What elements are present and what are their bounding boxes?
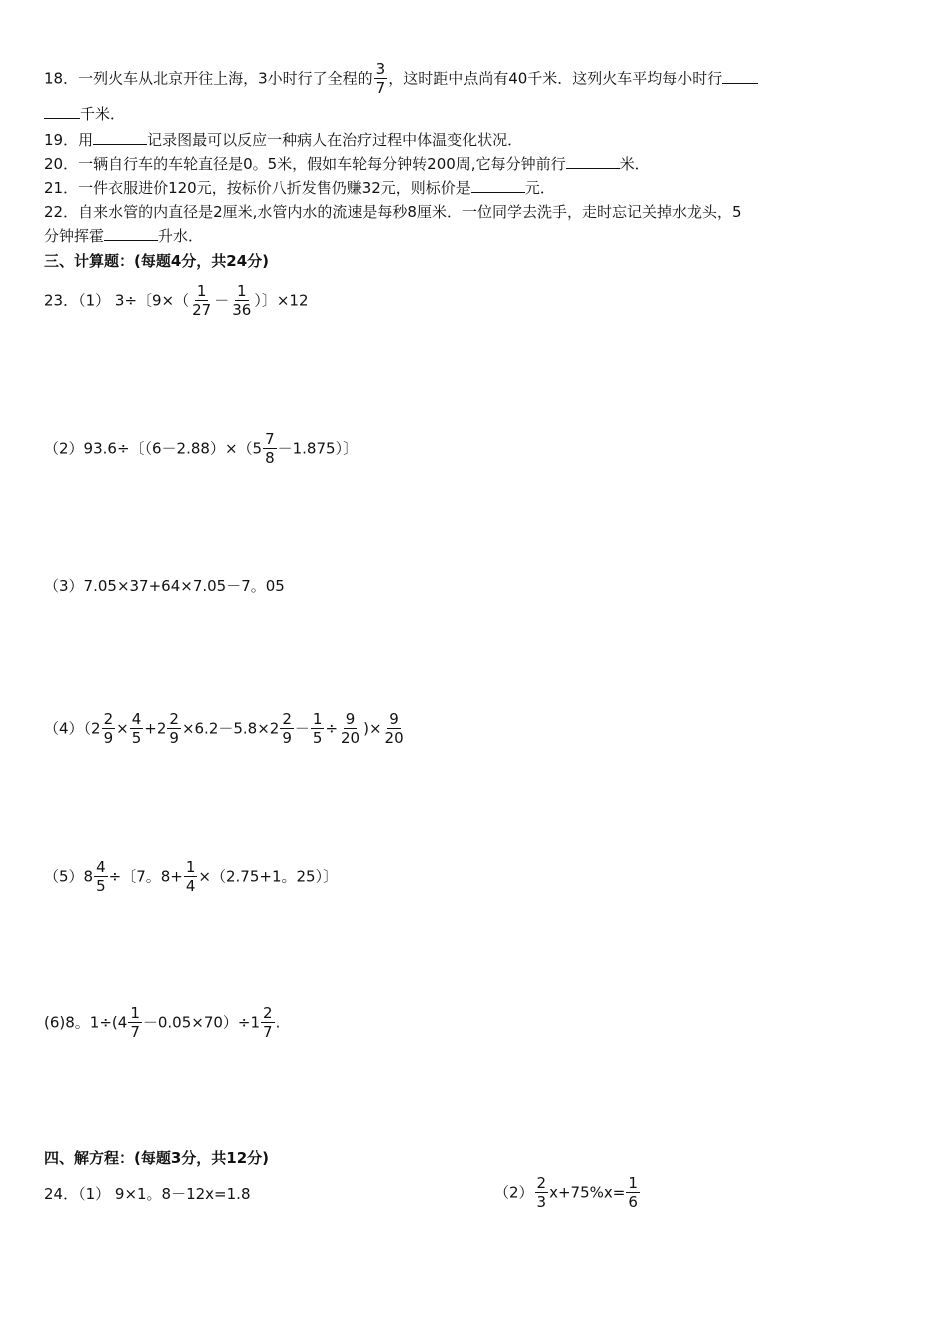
q18-text-a: 18．一列火车从北京开往上海，3小时行了全程的 (44, 69, 373, 88)
q23p4-frac-1 (102, 712, 116, 746)
q23p5-text-a: （5）8 (44, 867, 94, 886)
q23p5-frac1-num: 4 (96, 858, 106, 876)
q23p6-text-a: (6)8。1÷(4 (44, 1013, 128, 1032)
q23p6-frac-2 (261, 1006, 275, 1040)
q23p1-frac-2 (230, 284, 253, 318)
q23p4-frac-6 (339, 712, 362, 746)
q23p1-frac2-num: 1 (237, 282, 247, 300)
q20-text-b: 米． (619, 155, 650, 173)
q22-answer-blank[interactable] (104, 226, 158, 241)
q23-part5 (44, 860, 338, 894)
q23p6-frac1-den: 7 (130, 1023, 140, 1041)
q23-part1 (44, 284, 308, 318)
q18-frac-num: 3 (375, 60, 386, 78)
q23p1-text-b: ）〕×12 (254, 291, 309, 310)
q23p6-frac2-den: 7 (263, 1023, 273, 1041)
q22-text-b: 分钟挥霍 (44, 227, 105, 245)
q23p5-frac-1 (94, 860, 108, 894)
q23p2-frac-den: 8 (265, 449, 275, 467)
q18-text-b: ，这时距中点尚有40千米．这列火车平均每小时行 (388, 69, 723, 88)
question-20 (44, 154, 650, 174)
q24-part1: 24．（1） 9×1。8－12x=1.8 (44, 1185, 251, 1203)
q23p2-frac-num: 7 (265, 430, 275, 448)
q24p2-frac-2 (626, 1176, 640, 1210)
q20-answer-blank[interactable] (566, 154, 620, 169)
q18-text-c: 千米． (80, 105, 126, 123)
q23-part6 (44, 1006, 280, 1040)
section-4-title: 四、解方程：(每题3分，共12分) (44, 1149, 270, 1167)
q23p4-frac-7 (383, 712, 406, 746)
q24p2-frac2-den: 6 (628, 1193, 638, 1211)
q23p2-frac (263, 432, 277, 466)
section-3-title: 三、计算题：(每题4分，共24分) (44, 252, 270, 270)
q23p6-text-b: －0.05×70）÷1 (142, 1013, 261, 1032)
q23p5-frac1-den: 5 (96, 877, 106, 895)
q23p4-frac1-den: 9 (103, 729, 114, 747)
q23p1-minus: － (214, 291, 230, 310)
q23p4-text-e: － (294, 719, 310, 738)
q23-part3: （3）7.05×37+64×7.05－7。05 (44, 577, 285, 595)
q23p5-text-b: ÷〔7。8+ (108, 867, 183, 886)
question-21 (44, 178, 555, 198)
q23p4-frac-2 (130, 712, 144, 746)
q23p5-text-c: ×（2.75+1。25）〕 (198, 867, 339, 886)
q24p2-frac-1 (535, 1176, 549, 1210)
q18-answer-blank-1[interactable] (722, 69, 758, 84)
q23p6-frac2-num: 2 (263, 1004, 273, 1022)
q23p4-frac6-num: 9 (345, 710, 356, 728)
q24p2-frac1-den: 3 (536, 1193, 547, 1211)
q23p2-text-a: （2）93.6÷〔（6－2.88）×（5 (44, 439, 263, 458)
question-19 (44, 130, 522, 150)
q23p4-text-c: +2 (144, 719, 167, 738)
q23p5-frac2-den: 4 (185, 877, 196, 895)
q23p6-frac1-num: 1 (130, 1004, 140, 1022)
q23p4-frac6-den: 20 (341, 729, 361, 747)
q22-text-a: 22．自来水管的内直径是2厘米,水管内水的流速是每秒8厘米．一位同学去洗手，走时忘记关掉水龙头，5 (44, 203, 742, 221)
q23p4-frac4-num: 2 (282, 710, 292, 728)
q23p1-text-a: 23．（1） 3÷〔9×（ (44, 291, 190, 310)
q23p4-frac2-den: 5 (131, 729, 142, 747)
q23p5-frac-2 (184, 860, 198, 894)
q19-text-b: 记录图最可以反应一种病人在治疗过程中体温变化状况． (147, 131, 523, 149)
q23p4-frac5-num: 1 (312, 710, 323, 728)
q23p4-text-d: ×6.2－5.8×2 (181, 719, 280, 738)
q24p2-frac1-num: 2 (536, 1174, 547, 1192)
q21-answer-blank[interactable] (471, 178, 525, 193)
q23p5-frac2-num: 1 (185, 858, 196, 876)
q20-text-a: 20．一辆自行车的车轮直径是0。5米，假如车轮每分钟转200周,它每分钟前行 (44, 155, 566, 173)
q23p1-frac1-num: 1 (196, 282, 207, 300)
q24p2-text-a: （2） (494, 1183, 534, 1202)
q23p4-text-b: × (116, 719, 129, 738)
q23p6-text-c: . (275, 1013, 281, 1032)
q23-part4 (44, 712, 407, 746)
q18-answer-blank-2[interactable] (44, 104, 80, 119)
q23-part2 (44, 432, 358, 466)
q23p4-frac2-num: 4 (131, 710, 142, 728)
q23p4-frac3-den: 9 (169, 729, 179, 747)
q23p4-frac-5 (311, 712, 325, 746)
q18-fraction (374, 62, 388, 96)
q22-text-c: 升水． (158, 227, 204, 245)
q23p4-frac-4 (280, 712, 294, 746)
q23p4-frac7-den: 20 (384, 729, 404, 747)
q23p4-frac3-num: 2 (169, 710, 179, 728)
q23p4-frac7-num: 9 (389, 710, 399, 728)
q23p4-frac5-den: 5 (312, 729, 323, 747)
q23p2-text-b: －1.875）〕 (277, 439, 359, 458)
q21-text-b: 元． (524, 179, 555, 197)
q24p2-text-b: x+75%x= (549, 1183, 626, 1202)
question-18-line2 (44, 104, 125, 124)
q23p6-frac-1 (128, 1006, 142, 1040)
q18-frac-den: 7 (375, 79, 386, 97)
q23p4-frac-3 (167, 712, 181, 746)
q21-text-a: 21．一件衣服进价120元，按标价八折发售仍赚32元，则标价是 (44, 179, 471, 197)
q23p4-text-g: )× (363, 719, 382, 738)
q23p4-text-f: ÷ (325, 719, 339, 738)
q23p1-frac2-den: 36 (232, 301, 252, 319)
q23p4-text-a: （4）（2 (44, 719, 101, 738)
question-18-line1 (44, 62, 758, 96)
question-22-line1 (44, 202, 742, 222)
q24-part2 (494, 1176, 641, 1210)
q23p1-frac1-den: 27 (192, 301, 212, 319)
q23p1-frac-1 (190, 284, 213, 318)
q24p2-frac2-num: 1 (628, 1174, 638, 1192)
q19-answer-blank[interactable] (93, 130, 147, 145)
question-22-line2 (44, 226, 203, 246)
q19-text-a: 19．用 (44, 131, 94, 149)
q23p4-frac4-den: 9 (282, 729, 292, 747)
q23p4-frac1-num: 2 (103, 710, 114, 728)
